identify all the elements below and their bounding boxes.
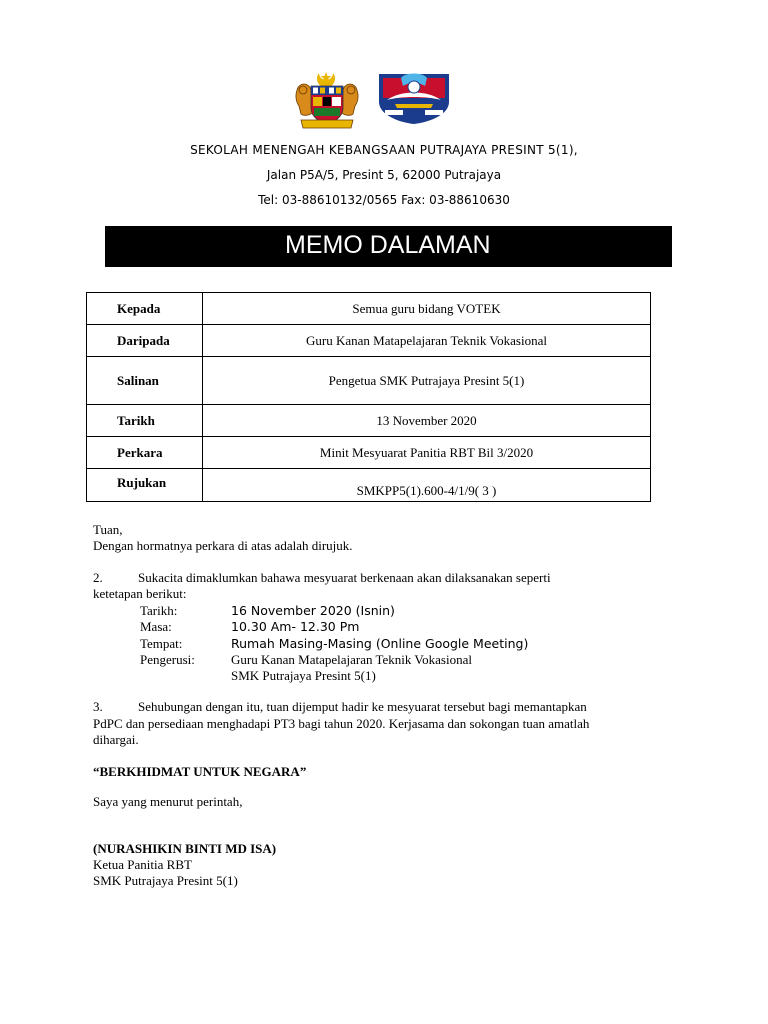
paragraph-2-line-2: ketetapan berikut: <box>93 586 187 601</box>
coat-of-arms-logo <box>293 70 361 132</box>
detail-value: Rumah Masing-Masing (Online Google Meeting) <box>231 636 529 651</box>
detail-label: Tarikh: <box>140 603 178 618</box>
row-label-daripada: Daripada <box>117 332 170 348</box>
signatory-name: (NURASHIKIN BINTI MD ISA) <box>93 841 277 856</box>
paragraph-3-text: Sehubungan dengan itu, tuan dijemput hadir ke mesyuarat tersebut bagi memantapkan <box>138 699 587 714</box>
detail-tempat <box>140 636 528 652</box>
table-row <box>87 437 651 469</box>
row-value-rujukan: SMKPP5(1).600-4/1/9( 3 ) <box>203 469 651 502</box>
detail-pengerusi <box>140 652 472 668</box>
paragraph-2-number: 2. <box>93 570 103 585</box>
logo-row <box>0 68 768 134</box>
detail-tarikh <box>140 603 395 619</box>
table-row <box>87 357 651 405</box>
detail-value: 10.30 Am- 12.30 Pm <box>231 619 360 634</box>
row-value-daripada: Guru Kanan Matapelajaran Teknik Vokasional <box>203 325 651 357</box>
closing-line: Saya yang menurut perintah, <box>93 794 243 809</box>
paragraph-3-line-2: PdPC dan persediaan menghadapi PT3 bagi tahun 2020. Kerjasama dan sokongan tuan amatlah <box>93 716 590 731</box>
row-value-perkara: Minit Mesyuarat Panitia RBT Bil 3/2020 <box>203 437 651 469</box>
memo-title-bar <box>105 226 672 267</box>
school-crest-logo <box>375 68 453 126</box>
table-row <box>87 469 651 502</box>
school-contact: Tel: 03-88610132/0565 Fax: 03-88610630 <box>258 193 510 207</box>
salutation: Tuan, <box>93 522 123 537</box>
row-label-rujukan: Rujukan <box>117 475 167 490</box>
paragraph-3-line-1 <box>93 699 683 715</box>
row-value-salinan: Pengetua SMK Putrajaya Presint 5(1) <box>203 357 651 405</box>
table-row <box>87 325 651 357</box>
table-row <box>87 293 651 325</box>
paragraph-3-line-3: dihargai. <box>93 732 139 747</box>
school-address: Jalan P5A/5, Presint 5, 62000 Putrajaya <box>266 168 502 182</box>
memo-info-table <box>86 292 651 502</box>
motto: “BERKHIDMAT UNTUK NEGARA” <box>93 764 307 779</box>
row-value-kepada: Semua guru bidang VOTEK <box>203 293 651 325</box>
detail-pengerusi-line-2: SMK Putrajaya Presint 5(1) <box>231 668 376 683</box>
paragraph-2-line-1 <box>93 570 683 586</box>
row-label-salinan: Salinan <box>117 372 159 388</box>
detail-value: Guru Kanan Matapelajaran Teknik Vokasional <box>231 652 472 667</box>
memo-title: MEMO DALAMAN <box>285 231 491 259</box>
row-value-tarikh: 13 November 2020 <box>203 405 651 437</box>
paragraph-2-text: Sukacita dimaklumkan bahawa mesyuarat berkenaan akan dilaksanakan seperti <box>138 570 551 585</box>
signatory-school: SMK Putrajaya Presint 5(1) <box>93 873 238 888</box>
school-name: SEKOLAH MENENGAH KEBANGSAAN PUTRAJAYA PRESINT 5(1), <box>190 143 578 157</box>
detail-value: 16 November 2020 (Isnin) <box>231 603 395 618</box>
detail-label: Tempat: <box>140 636 183 651</box>
table-row <box>87 405 651 437</box>
intro-line: Dengan hormatnya perkara di atas adalah dirujuk. <box>93 538 353 553</box>
row-label-kepada: Kepada <box>117 300 161 316</box>
row-label-tarikh: Tarikh <box>117 412 155 428</box>
row-label-perkara: Perkara <box>117 444 163 460</box>
paragraph-3-number: 3. <box>93 699 103 714</box>
detail-masa <box>140 619 359 635</box>
detail-label: Masa: <box>140 619 172 634</box>
detail-label: Pengerusi: <box>140 652 195 667</box>
signatory-title: Ketua Panitia RBT <box>93 857 192 872</box>
